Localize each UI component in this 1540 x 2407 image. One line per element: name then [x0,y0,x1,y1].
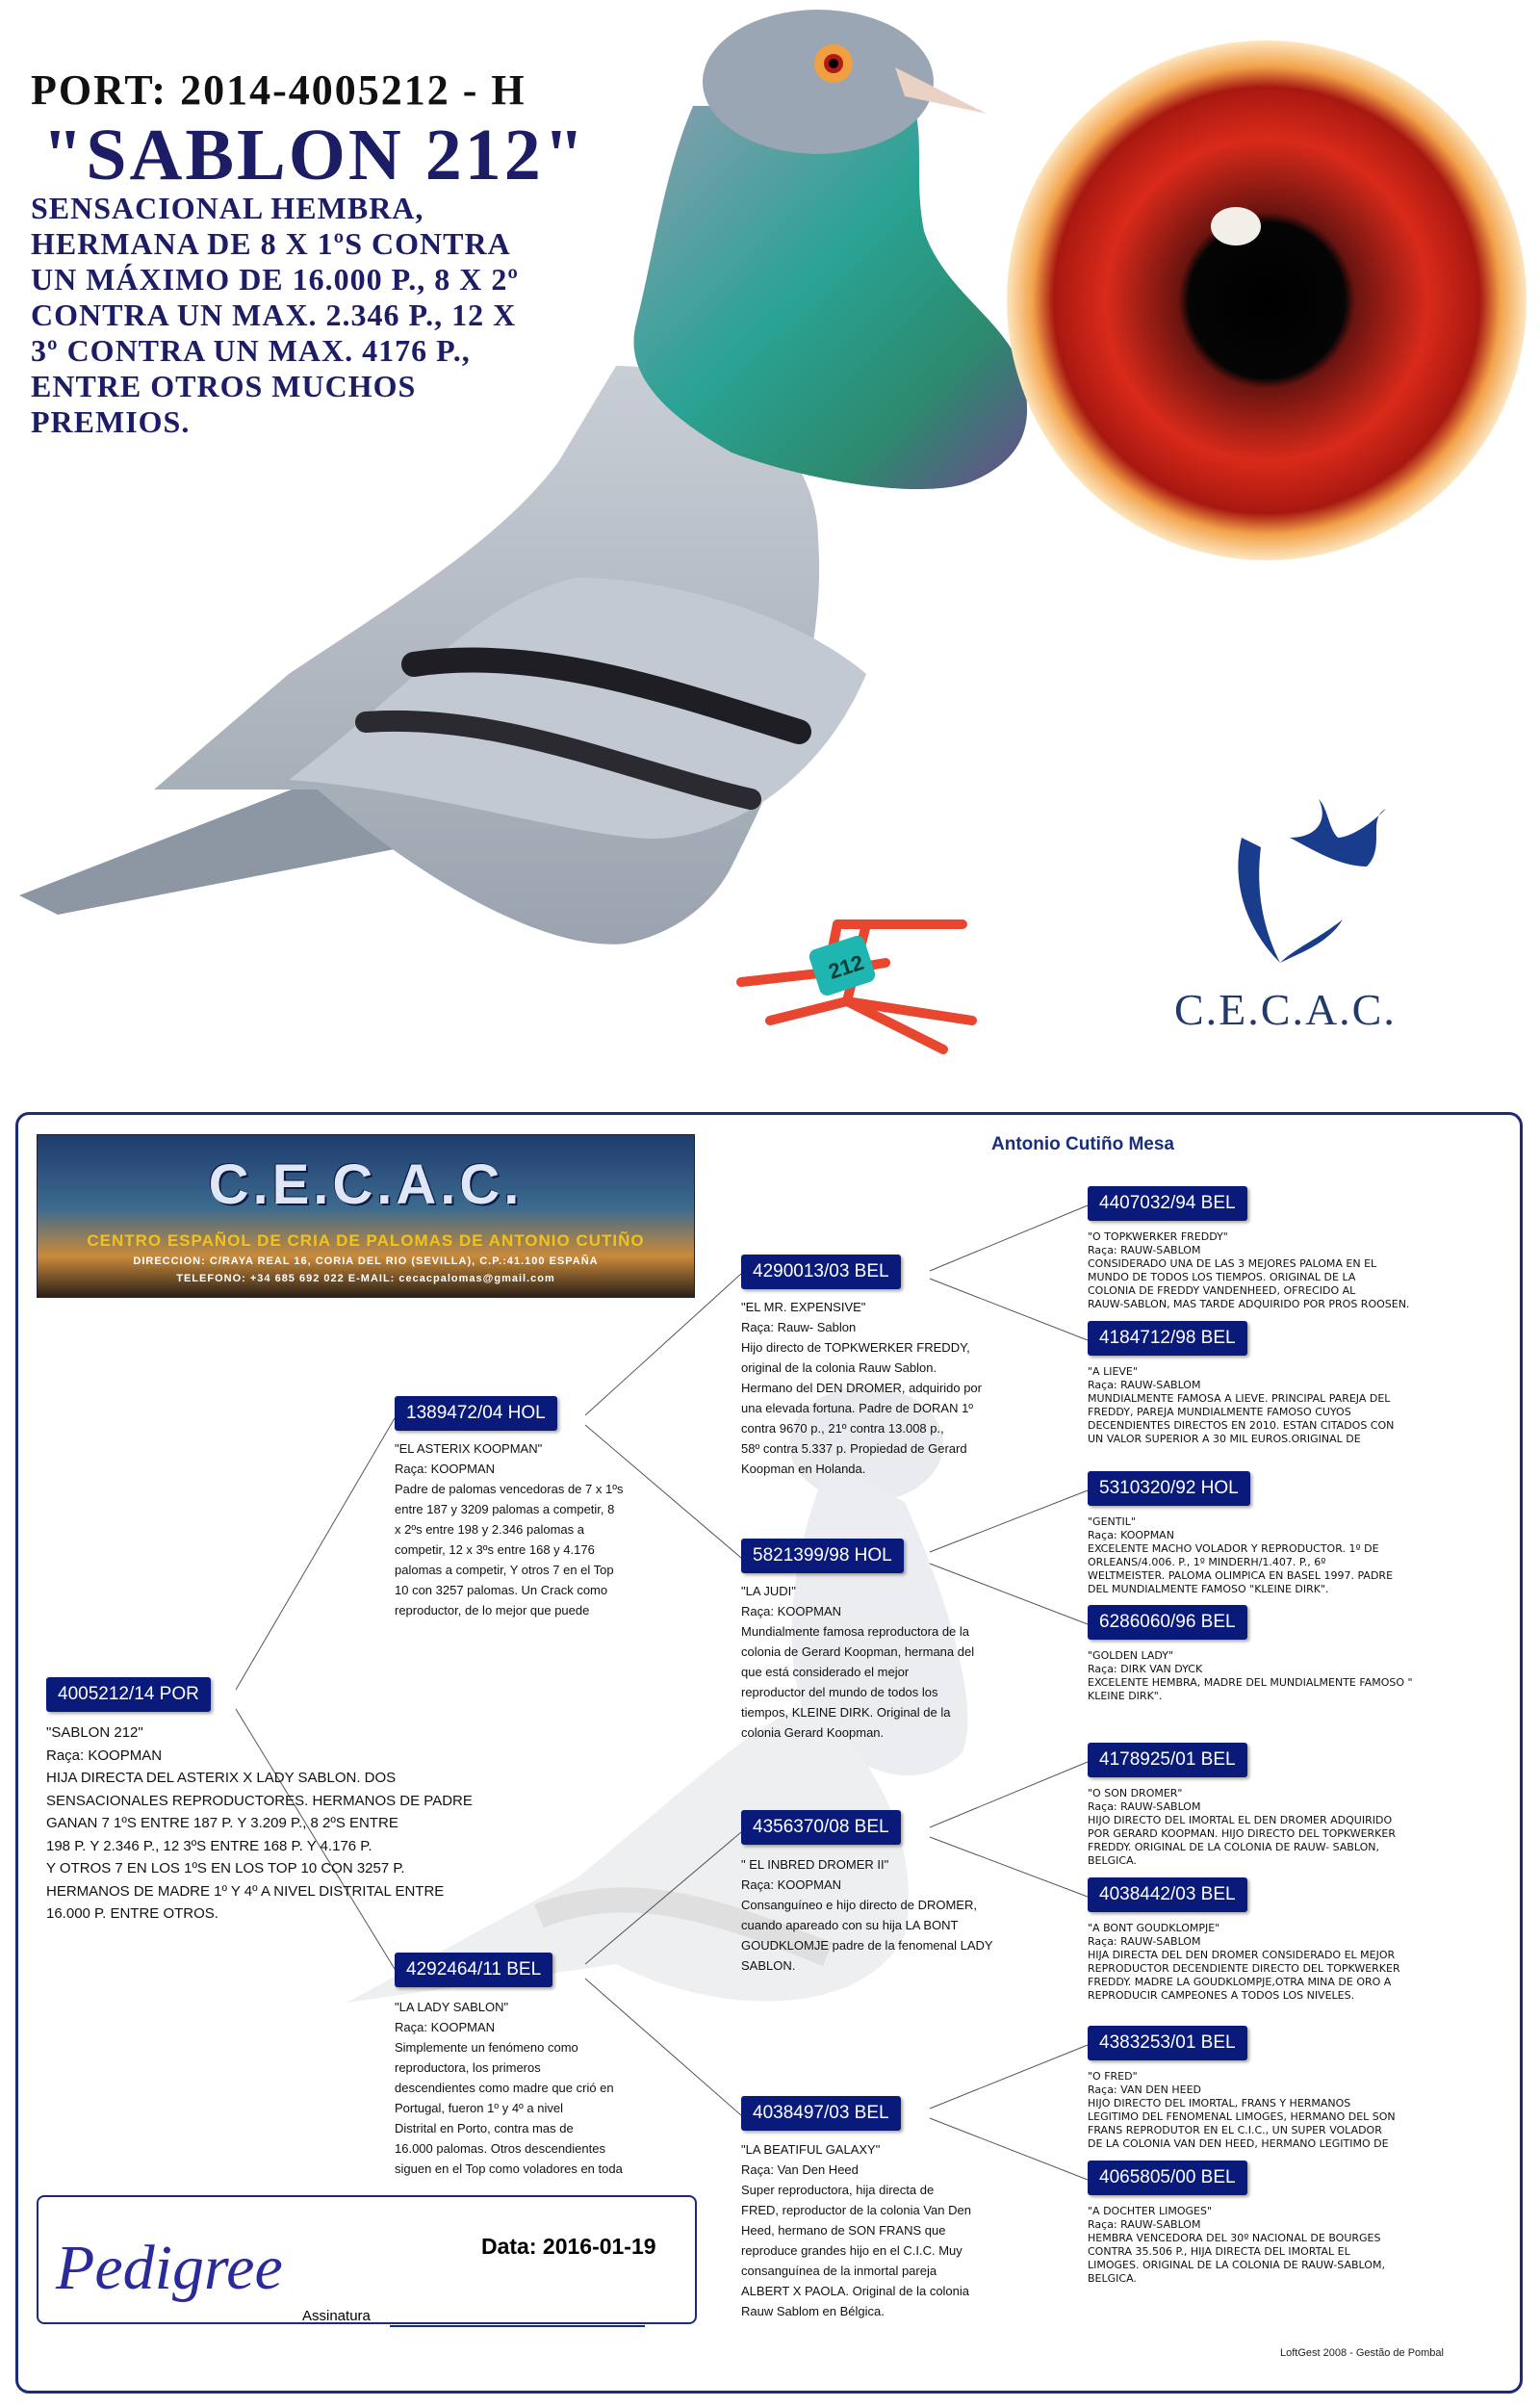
father-ring[interactable]: 1389472/04 HOL [395,1396,557,1431]
ggp-mmm-info: "A DOCHTER LIMOGES" Raça: RAUW-SABLOM HEMBRA VENCEDORA DEL 30º NACIONAL DE BOURGES CONTRA 35.506 P., HIJA DIRECTA DEL IMORTAL EL LIMOGES. ORIGINAL DE LA COLONIA DE RAUW-SABLOM, BELGICA. [1088,2205,1385,2285]
ggp-mfm-info: "A BONT GOUDKLOMPJE" Raça: RAUW-SABLOM HIJA DIRECTA DEL DEN DROMER CONSIDERADO EL MEJOR REPRODUCTOR DECENDIENTE DIRECTO DEL TOPKWERKER FREDDY. MADRE LA GOUDKLOMPJE,OTRA MINA DE ORO A REPRODUCIR CAMPEONES A TODOS LOS NIVELES. [1088,1922,1400,2002]
cecac-banner [37,1134,695,1298]
leg-ring-text: 212 [825,949,867,984]
port-ring-number: PORT: 2014-4005212 - H [31,66,526,114]
cecac-logo-text: C.E.C.A.C. [1174,985,1397,1034]
eye-closeup [1007,40,1527,560]
ggp-fmf-info: "GENTIL" Raça: KOOPMAN EXCELENTE MACHO VOLADOR Y REPRODUCTOR. 1º DE ORLEANS/4.006. P., 1º MINDERH/1.407. P., 6º WELTMEISTER. PALOMA OLIMPICA EN BASEL 1997. PADRE DEL MUNDIALMENTE FAMOSO "KLEINE DIRK". [1088,1515,1394,1595]
maternal-grandfather-info: " EL INBRED DROMER II" Raça: KOOPMAN Consanguíneo e hijo directo de DROMER, cuando apareado con su hija LA BONT GOUDKLOMJE padre de la fenomenal LADY SABLON. [741,1857,993,1973]
ggp-fff-info: "O TOPKWERKER FREDDY" Raça: RAUW-SABLOM CONSIDERADO UNA DE LAS 3 MEJORES PALOMA EN EL MUNDO DE TODOS LOS TIEMPOS. ORIGINAL DE LA COLONIA DE FREDDY VANDENHEED, OFRECIDO AL RAUW-SABLON, MAS TARDE ADQUIRIDO POR PROS ROOSEN. [1088,1230,1410,1310]
paternal-grandmother-ring[interactable]: 5821399/98 HOL [741,1539,904,1573]
banner-address: DIRECCION: C/RAYA REAL 16, CORIA DEL RIO (SEVILLA), C.P.:41.100 ESPAÑA [133,1255,599,1267]
signature-label: Assinatura [302,2308,371,2324]
paternal-grandfather-info: "EL MR. EXPENSIVE" Raça: Rauw- Sablon Hijo directo de TOPKWERKER FREDDY, original de la colonia Rauw Sablon. Hermano del DEN DROMER, adquirido por una elevada fortuna. Padre de DORAN 1º contra 9670 p., 21º contra 13.008 p., 58º contra 5.337 p. Propiedad de Gerard Koopman en Holanda. [741,1300,982,1476]
ggp-mff-ring[interactable]: 4178925/01 BEL [1088,1743,1247,1777]
description-line: CONTRA UN MAX. 2.346 P., 12 X [31,298,517,332]
ggp-fmm-info: "GOLDEN LADY" Raça: DIRK VAN DYCK EXCELENTE HEMBRA, MADRE DEL MUNDIALMENTE FAMOSO " KLEINE DIRK". [1088,1649,1413,1702]
bird-description [31,191,666,440]
pedigree-date: Data: 2016-01-19 [481,2234,656,2259]
subject-ring[interactable]: 4005212/14 POR [46,1677,211,1712]
description-line: PREMIOS. [31,404,191,439]
father-info: "EL ASTERIX KOOPMAN" Raça: KOOPMAN Padre de palomas vencedoras de 7 x 1ºs entre 187 y 3209 palomas a competir, 8 x 2ºs entre 198 y 2.346 palomas a competir, 12 x 3ºs entre 168 y 4.176 palomas a competir, Y otros 7 en el Top 10 con 3257 palomas. Un Crack como reproductor, de lo mejor que puede [395,1441,624,1618]
description-line: ENTRE OTROS MUCHOS [31,369,417,403]
ggp-fff-ring[interactable]: 4407032/94 BEL [1088,1186,1247,1221]
paternal-grandmother-info: "LA JUDI" Raça: KOOPMAN Mundialmente famosa reproductora de la colonia de Gerard Koopman, hermana del que está considerado el mejor reproductor del mundo de todos los tiempos, KLEINE DIRK. Original de la colonia Gerard Koopman. [741,1584,975,1740]
pigeon-head [703,10,934,154]
mother-info: "LA LADY SABLON" Raça: KOOPMAN Simplemente un fenómeno como reproductora, los primeros descendientes como madre que crió en Portugal, fueron 1º y 4º a nivel Distrital en Porto, contra mas de 16.000 palomas. Otros descendientes siguen en el Top como voladores en toda [395,2000,623,2176]
pedigree-title: Pedigree [56,2233,283,2303]
bird-name: "SABLON 212" [42,115,587,195]
banner-contact: TELEFONO: +34 685 692 022 E-MAIL: cecacpalomas@gmail.com [176,1273,555,1284]
software-credit: LoftGest 2008 - Gestão de Pombal [1280,2347,1444,2359]
description-line: SENSACIONAL HEMBRA, [31,191,424,225]
ggp-mmf-ring[interactable]: 4383253/01 BEL [1088,2026,1247,2060]
ggp-mfm-ring[interactable]: 4038442/03 BEL [1088,1877,1247,1912]
maternal-grandmother-info: "LA BEATIFUL GALAXY" Raça: Van Den Heed Super reproductora, hija directa de FRED, reproductor de la colonia Van Den Heed, hermano de SON FRANS que reproduce grandes hijo en el C.I.C. Muy consanguínea de la inmortal pareja ALBERT X PAOLA. Original de la colonia Rauw Sablom en Bélgica. [741,2142,971,2318]
banner-subtitle: CENTRO ESPAÑOL DE CRIA DE PALOMAS DE ANTONIO CUTIÑO [87,1231,645,1250]
ggp-fmf-ring[interactable]: 5310320/92 HOL [1088,1471,1250,1506]
ggp-mmf-info: "O FRED" Raça: VAN DEN HEED HIJO DIRECTO DEL IMORTAL, FRANS Y HERMANOS LEGITIMO DEL FENOMENAL LIMOGES, HERMANO DEL SON FRANS REPRODUTOR EN EL C.I.C., UN SUPER VOLADOR DE LA COLONIA VAN DEN HEED, HERMANO LEGITIMO DE [1088,2070,1396,2150]
mother-ring[interactable]: 4292464/11 BEL [395,1953,552,1987]
ggp-ffm-ring[interactable]: 4184712/98 BEL [1088,1321,1247,1356]
description-line: 3º CONTRA UN MAX. 4176 P., [31,333,471,368]
banner-title: C.E.C.A.C. [208,1153,524,1216]
eye-highlight [1211,207,1261,246]
owner-name: Antonio Cutiño Mesa [991,1134,1174,1154]
ggp-fmm-ring[interactable]: 6286060/96 BEL [1088,1605,1247,1640]
paternal-grandfather-ring[interactable]: 4290013/03 BEL [741,1255,901,1289]
ggp-ffm-info: "A LIEVE" Raça: RAUW-SABLOM MUNDIALMENTE FAMOSA A LIEVE. PRINCIPAL PAREJA DEL FREDDY, PAREJA MUNDIALMENTE FAMOSO CUYOS DECENDIENTES DIRECTOS EN 2010. ESTAN CITADOS CON UN VALOR SUPERIOR A 30 MIL EUROS.ORIGINAL DE [1088,1365,1395,1445]
subject-info: "SABLON 212" Raça: KOOPMAN HIJA DIRECTA DEL ASTERIX X LADY SABLON. DOS SENSACIONALES REPRODUCTORES. HERMANOS DE PADRE GANAN 7 1ºS ENTRE 187 P. Y 3.209 P., 8 2ºS ENTRE 198 P. Y 2.346 P., 12 3ºS ENTRE 168 P. Y 4.176 P. Y OTROS 7 EN LOS 1ºS EN LOS TOP 10 CON 3257 P. HERMANOS DE MADRE 1º Y 4º A NIVEL DISTRITAL ENTRE 16.000 P. ENTRE OTROS. [46,1724,473,1922]
signature-line[interactable] [390,2325,645,2327]
dove-icon [1238,799,1386,963]
ggp-mmm-ring[interactable]: 4065805/00 BEL [1088,2161,1247,2195]
maternal-grandfather-ring[interactable]: 4356370/08 BEL [741,1810,901,1845]
description-line: UN MÁXIMO DE 16.000 P., 8 X 2º [31,262,519,297]
ggp-mff-info: "O SON DROMER" Raça: RAUW-SABLOM HIJO DIRECTO DEL IMORTAL EL DEN DROMER ADQUIRIDO POR GERARD KOOPMAN. HIJO DIRECTO DEL TOPKWERKER FREDDY. ORIGINAL DE LA COLONIA DE RAUW- SABLON, BELGICA. [1088,1787,1396,1867]
description-line: HERMANA DE 8 X 1ºS CONTRA [31,226,511,261]
maternal-grandmother-ring[interactable]: 4038497/03 BEL [741,2096,901,2131]
